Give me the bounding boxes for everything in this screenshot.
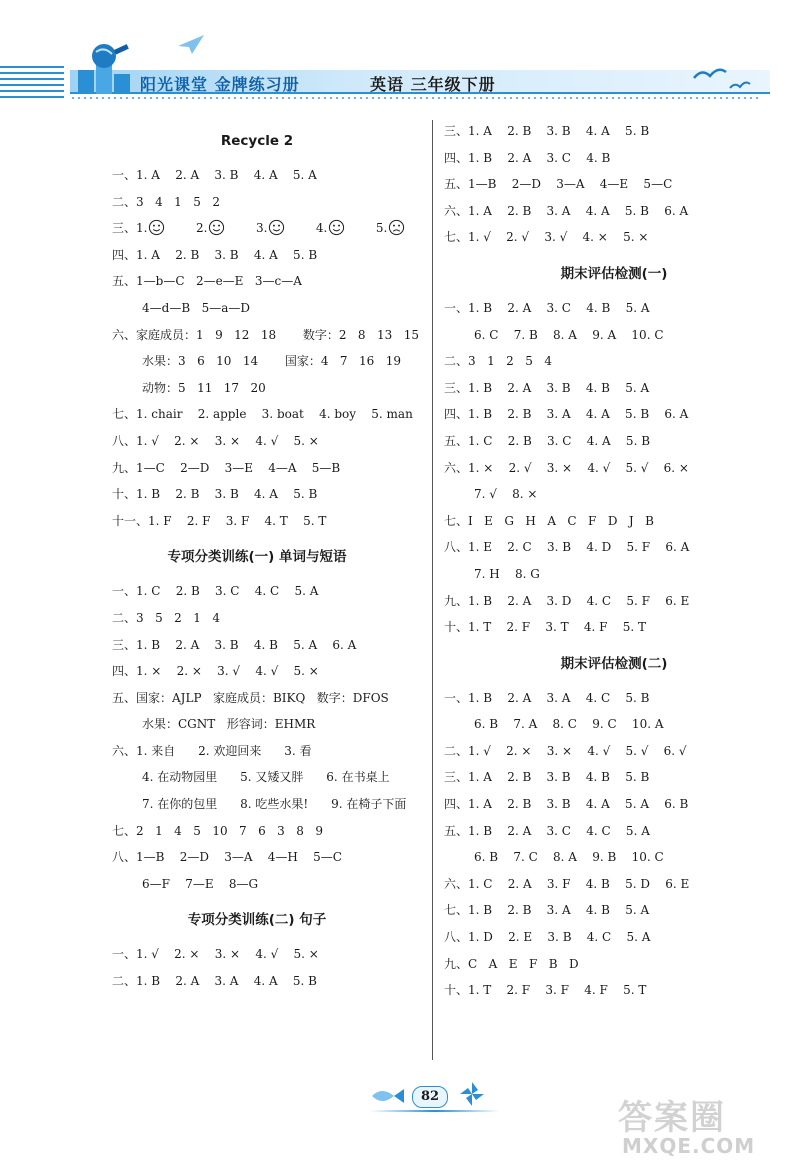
- answer-line: 4—d—B 5—a—D: [142, 300, 250, 315]
- answer-line: 4. 在动物园里 5. 又矮又胖 6. 在书桌上: [142, 770, 390, 785]
- page-header: [0, 30, 800, 120]
- answer-line: 四、1. B 2. A 3. C 4. B: [444, 150, 611, 165]
- answer-section-vocab-training: [112, 534, 432, 897]
- subject-grade-title: 英语 三年级下册: [370, 75, 496, 94]
- answer-line: 九、1—C 2—D 3—E 4—A 5—B: [112, 460, 341, 475]
- answer-line: 六、1. C 2. A 3. F 4. B 5. D 6. E: [444, 876, 690, 891]
- answer-line: 六、1. 来自 2. 欢迎回来 3. 看: [112, 743, 312, 758]
- answer-line: 一、1. B 2. A 3. A 4. C 5. B: [444, 690, 650, 705]
- answer-line-prefix: 三、: [112, 221, 137, 236]
- globe-telescope-logo-icon: [74, 40, 134, 98]
- answer-line: 五、1. B 2. A 3. C 4. C 5. A: [444, 823, 650, 838]
- watermark: [600, 1090, 790, 1158]
- answer-section-final-test-2: [444, 641, 784, 1004]
- answer-section-continued: [444, 118, 784, 251]
- answer-line: 六、家庭成员：1 9 12 18 数字：2 8 13 15: [112, 327, 419, 342]
- answer-line: 三、1. B 2. A 3. B 4. B 5. A: [444, 380, 650, 395]
- column-divider: [432, 120, 433, 1060]
- answer-line: 6—F 7—E 8—G: [142, 876, 259, 891]
- answer-line: 二、3 1 2 5 4: [444, 354, 552, 369]
- answer-line: 五、国家：AJLP 家庭成员：BIKQ 数字：DFOS: [112, 690, 389, 705]
- right-column: [444, 118, 784, 1004]
- answer-line: 动物：5 11 17 20: [142, 380, 266, 395]
- answer-line: 四、1. B 2. B 3. A 4. A 5. B 6. A: [444, 407, 689, 422]
- left-column: [112, 118, 432, 995]
- answer-section-sentence-training: [112, 897, 432, 994]
- answer-line: 五、1—B 2—D 3—A 4—E 5—C: [444, 177, 673, 192]
- answer-line: 7. √ 8. ×: [474, 487, 538, 502]
- answer-line: 五、1. C 2. B 3. C 4. A 5. B: [444, 433, 651, 448]
- answer-line: 7. H 8. G: [474, 566, 540, 581]
- answer-line: 二、1. B 2. A 3. A 4. A 5. B: [112, 974, 317, 989]
- answer-section-recycle-2: [112, 118, 432, 534]
- watermark-text-en: MXQE.COM: [622, 1134, 756, 1158]
- section-title: 期末评估检测(一): [560, 265, 668, 282]
- answer-line: 七、I E G H A C F D J B: [444, 513, 654, 528]
- answer-line: 三、1. B 2. A 3. B 4. B 5. A 6. A: [112, 637, 357, 652]
- answer-line-smileys: [112, 215, 432, 242]
- watermark-text-cn: 答案圈: [618, 1098, 726, 1138]
- answer-line: 二、3 5 2 1 4: [112, 610, 220, 625]
- answer-line: 三、1. A 2. B 3. B 4. A 5. B: [444, 124, 650, 138]
- answer-line: 一、1. C 2. B 3. C 4. C 5. A: [112, 584, 319, 599]
- page-number: 82: [412, 1086, 448, 1108]
- header-stripes: [0, 66, 64, 100]
- header-dotted-rule: [70, 96, 760, 100]
- answer-line: 二、3 4 1 5 2: [112, 194, 220, 209]
- answer-line: 四、1. A 2. B 3. B 4. A 5. B: [112, 247, 318, 262]
- answer-line: 一、1. B 2. A 3. C 4. B 5. A: [444, 300, 650, 315]
- answer-line: 八、1. √ 2. × 3. × 4. √ 5. ×: [112, 433, 319, 448]
- section-title: 期末评估检测(二): [560, 655, 668, 672]
- answer-line: 6. C 7. B 8. A 9. A 10. C: [474, 327, 664, 342]
- smiley-face-icon: [148, 219, 165, 236]
- answer-line: 八、1. E 2. C 3. B 4. D 5. F 6. A: [444, 540, 690, 555]
- fish-ornament-icon: [368, 1084, 408, 1108]
- answer-line: 二、1. √ 2. × 3. × 4. √ 5. √ 6. √: [444, 743, 687, 758]
- sad-face-icon: [388, 219, 405, 236]
- paper-plane-icon: [176, 32, 206, 56]
- answer-line: 水果：CGNT 形容词：EHMR: [142, 717, 316, 732]
- answer-line: 十、1. T 2. F 3. F 4. F 5. T: [444, 983, 647, 998]
- smiley-item-label: 5.: [375, 221, 388, 236]
- answer-line: 三、1. A 2. B 3. B 4. B 5. B: [444, 770, 650, 785]
- footer-wave-line: [370, 1110, 500, 1112]
- smiley-item-label: 1.: [136, 221, 148, 236]
- answer-line: 七、1. √ 2. √ 3. √ 4. × 5. ×: [444, 230, 649, 245]
- seagulls-icon: [690, 58, 760, 98]
- answer-line: 八、1. D 2. E 3. B 4. C 5. A: [444, 930, 651, 945]
- answer-line: 七、2 1 4 5 10 7 6 3 8 9: [112, 823, 323, 838]
- answer-line: 6. B 7. C 8. A 9. B 10. C: [474, 850, 664, 865]
- answer-line: 七、1. B 2. B 3. A 4. B 5. A: [444, 903, 650, 918]
- answer-line: 十、1. B 2. B 3. B 4. A 5. B: [112, 487, 318, 502]
- smiley-item-label: 2.: [195, 221, 208, 236]
- smiley-item-label: 3.: [255, 221, 268, 236]
- answer-line: 九、1. B 2. A 3. D 4. C 5. F 6. E: [444, 593, 690, 608]
- answer-line: 五、1—b—C 2—e—E 3—c—A: [112, 274, 302, 289]
- section-title: 专项分类训练(一) 单词与短语: [167, 549, 347, 566]
- answer-line: 六、1. × 2. √ 3. × 4. √ 5. √ 6. ×: [444, 460, 689, 475]
- windmill-ornament-icon: [452, 1080, 492, 1108]
- smiley-face-icon: [208, 219, 225, 236]
- answer-line: 一、1. √ 2. × 3. × 4. √ 5. ×: [112, 947, 319, 962]
- answer-line: 十一、1. F 2. F 3. F 4. T 5. T: [112, 513, 327, 528]
- answer-line: 四、1. A 2. B 3. B 4. A 5. A 6. B: [444, 797, 689, 812]
- answer-line: 四、1. × 2. × 3. √ 4. √ 5. ×: [112, 664, 319, 679]
- answer-line: 九、C A E F B D: [444, 956, 579, 971]
- smiley-item-label: 4.: [315, 221, 328, 236]
- answer-line: 水果：3 6 10 14 国家：4 7 16 19: [142, 354, 401, 369]
- answer-line: 一、1. A 2. A 3. B 4. A 5. A: [112, 168, 317, 182]
- series-title: 阳光课堂 金牌练习册: [140, 75, 300, 94]
- smiley-face-icon: [328, 219, 345, 236]
- answer-line: 7. 在你的包里 8. 吃些水果! 9. 在椅子下面: [142, 797, 407, 812]
- smiley-face-icon: [268, 219, 285, 236]
- answer-line: 七、1. chair 2. apple 3. boat 4. boy 5. man: [112, 407, 413, 422]
- answer-line: 六、1. A 2. B 3. A 4. A 5. B 6. A: [444, 203, 689, 218]
- answer-line: 八、1—B 2—D 3—A 4—H 5—C: [112, 850, 342, 865]
- answer-section-final-test-1: [444, 251, 784, 641]
- answer-line: 十、1. T 2. F 3. T 4. F 5. T: [444, 620, 647, 635]
- section-title: 专项分类训练(二) 句子: [187, 912, 327, 929]
- page-footer: [360, 1080, 520, 1120]
- section-title: Recycle 2: [220, 133, 294, 149]
- answer-line: 6. B 7. A 8. C 9. C 10. A: [474, 717, 664, 732]
